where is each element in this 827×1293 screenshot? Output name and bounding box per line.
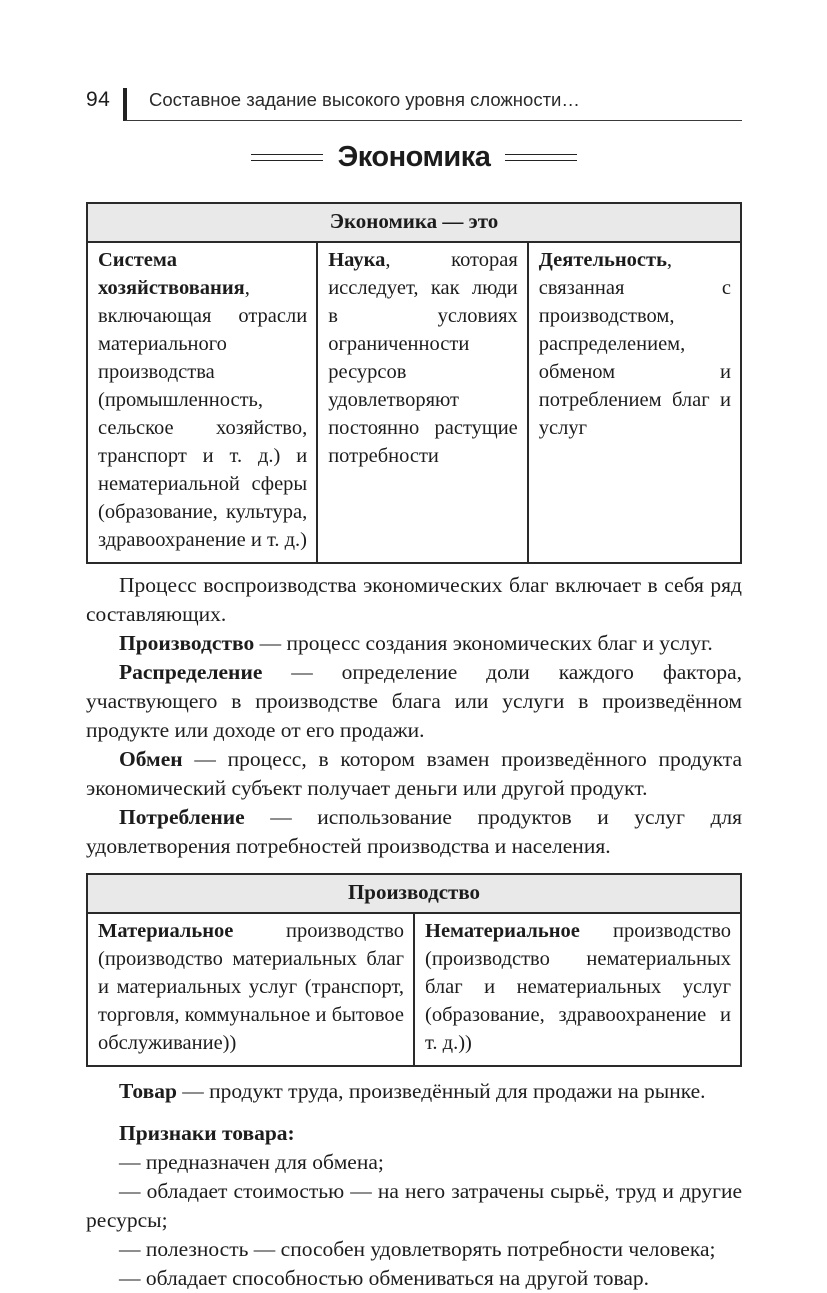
economics-cell-system bbox=[87, 242, 317, 563]
term-lead: Обмен bbox=[119, 747, 183, 771]
cell-lead: Материальное bbox=[98, 920, 234, 942]
paragraph-consumption bbox=[86, 803, 742, 861]
table-header-row bbox=[87, 203, 741, 242]
paragraph-text: — определение доли каждого фактора, участвующего в производстве блага или услуги в произведённом продукте или доходе от его продажи. bbox=[86, 660, 742, 742]
table-header-row bbox=[87, 874, 741, 913]
running-title: Составное задание высокого уровня сложности… bbox=[123, 88, 742, 121]
features-heading: Признаки товара: bbox=[119, 1121, 295, 1145]
feature-item: — обладает способностью обмениваться на другой товар. bbox=[119, 1266, 650, 1290]
table-row bbox=[87, 242, 741, 563]
section-title bbox=[86, 141, 742, 174]
paragraph-product bbox=[86, 1077, 742, 1106]
production-cell-material bbox=[87, 913, 414, 1066]
term-lead: Распределение bbox=[119, 660, 263, 684]
cell-lead: Деятельность bbox=[538, 249, 667, 271]
paragraph-reproduction bbox=[86, 571, 742, 629]
term-lead: Товар bbox=[119, 1079, 177, 1103]
term-lead: Производство bbox=[119, 631, 255, 655]
economics-table-header: Экономика — это bbox=[87, 203, 741, 242]
paragraph-text: — процесс, в котором взамен произведённого продукта экономический субъект получает деньги или другой продукт. bbox=[86, 747, 742, 800]
page-number: 94 bbox=[86, 88, 111, 111]
paragraph-text: Процесс воспроизводства экономических благ включает в себя ряд составляющих. bbox=[86, 573, 742, 626]
paragraph-production bbox=[86, 629, 742, 658]
feature-item: — предназначен для обмена; bbox=[119, 1150, 384, 1174]
economics-definition-table bbox=[86, 202, 742, 564]
cell-text: , включающая отрасли материального производства (промышленность, сельское хозяйство, транспорт и т. д.) и нематериальной сферы (образование, культура, здравоохранение и т. д.) bbox=[98, 277, 308, 551]
paragraph-text: — процесс создания экономических благ и услуг. bbox=[254, 631, 713, 655]
title-ornament-left bbox=[251, 154, 323, 161]
cell-text: , связанная с производством, распределением, обменом и потреблением благ и услуг bbox=[538, 249, 731, 439]
paragraph-exchange bbox=[86, 745, 742, 803]
cell-lead: Наука bbox=[328, 249, 386, 271]
term-lead: Потребление bbox=[119, 805, 245, 829]
production-cell-nonmaterial bbox=[414, 913, 741, 1066]
cell-lead: Система хозяйствования bbox=[98, 249, 245, 299]
section-title-text: Экономика bbox=[337, 141, 491, 173]
paragraph-text: — использование продуктов и услуг для удовлетворения потребностей производства и населения. bbox=[86, 805, 742, 858]
paragraph-text: — продукт труда, произведённый для продажи на рынке. bbox=[176, 1079, 706, 1103]
table-row bbox=[87, 913, 741, 1066]
cell-text: производство (производство нематериальных благ и нематериальных услуг (образование, здравоохранение и т. д.)) bbox=[425, 920, 731, 1054]
cell-lead: Нематериальное bbox=[425, 920, 580, 942]
title-ornament-right bbox=[505, 154, 577, 161]
economics-cell-science bbox=[317, 242, 528, 563]
production-table bbox=[86, 873, 742, 1067]
cell-text: производство (производство материальных благ и материальных услуг (транспорт, торговля, коммунальное и бытовое обслуживание)) bbox=[98, 920, 404, 1054]
paragraph-distribution bbox=[86, 658, 742, 745]
cell-text: , которая исследует, как люди в условиях ограниченности ресурсов удовлетворяют постоянно растущие потребности bbox=[328, 249, 518, 467]
production-table-header: Производство bbox=[87, 874, 741, 913]
feature-item: — полезность — способен удовлетворять потребности человека; bbox=[119, 1237, 716, 1261]
running-head bbox=[86, 88, 742, 121]
feature-item: — обладает стоимостью — на него затрачены сырьё, труд и другие ресурсы; bbox=[86, 1179, 742, 1232]
economics-cell-activity bbox=[528, 242, 741, 563]
